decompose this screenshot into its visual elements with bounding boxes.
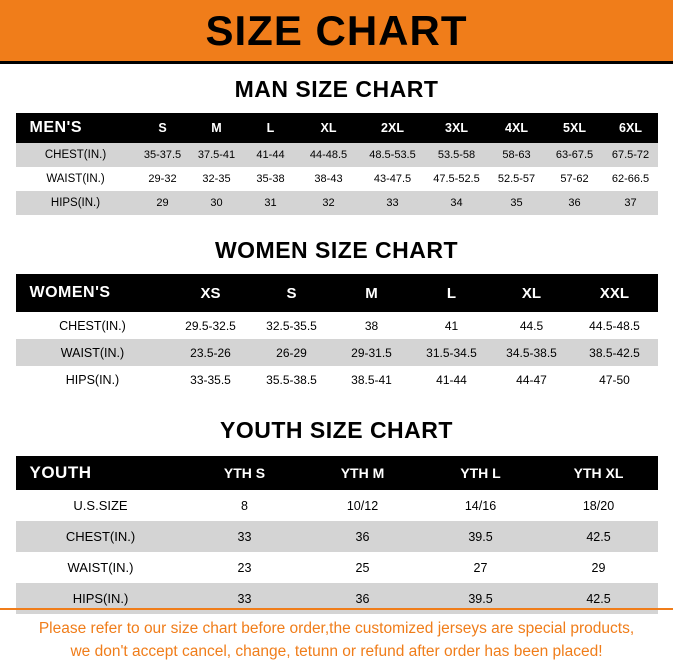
youth-col-header: YTH XL (573, 465, 624, 481)
man-table-body (16, 143, 658, 215)
man-header-row (16, 113, 658, 143)
youth-header-row (16, 456, 658, 490)
man-row-label: WAIST(IN.) (46, 173, 105, 185)
table-row (16, 339, 658, 366)
youth-size-table (16, 456, 658, 614)
women-col-header: S (286, 284, 297, 302)
man-cell: 35-38 (256, 173, 285, 185)
women-cell: 38.5-41 (351, 372, 392, 387)
women-cell: 31.5-34.5 (426, 345, 477, 360)
women-table-body (16, 312, 658, 393)
youth-cell: 8 (241, 498, 248, 513)
man-cell: 33 (386, 197, 399, 209)
man-size-table (16, 113, 658, 215)
man-col-header: 2XL (381, 121, 404, 135)
man-col-header: M (211, 121, 222, 135)
women-size-table (16, 274, 658, 393)
man-col-header: XL (320, 121, 337, 135)
man-cell: 29-32 (148, 173, 177, 185)
women-cell: 38 (364, 318, 379, 333)
women-row-label: HIPS(IN.) (65, 372, 120, 387)
footer-note-line-1: Please refer to our size chart before order,the customized jerseys are special products, (38, 619, 635, 637)
women-section-title: WOMEN SIZE CHART (214, 237, 459, 263)
youth-table-head (16, 456, 658, 490)
man-row-label-header: MEN'S (29, 119, 83, 136)
man-col-header: 3XL (445, 121, 468, 135)
man-col-header: S (158, 121, 167, 135)
women-cell: 26-29 (276, 345, 307, 360)
youth-col-header: YTH S (223, 465, 266, 481)
table-row (16, 521, 658, 552)
women-col-header: XL (521, 284, 542, 302)
youth-row-label: CHEST(IN.) (65, 529, 136, 544)
women-cell: 41 (444, 318, 459, 333)
table-row (16, 366, 658, 393)
women-cell: 41-44 (436, 372, 467, 387)
man-col-header: 5XL (563, 121, 586, 135)
man-row-label: CHEST(IN.) (44, 149, 107, 161)
man-cell: 44-48.5 (309, 149, 348, 161)
page-title: SIZE CHART (205, 6, 468, 54)
man-cell: 67.5-72 (611, 149, 650, 161)
youth-cell: 39.5 (468, 591, 493, 606)
man-cell: 63-67.5 (555, 149, 594, 161)
women-cell: 44.5-48.5 (589, 318, 640, 333)
table-row (16, 191, 658, 215)
youth-row-label: WAIST(IN.) (67, 560, 134, 575)
youth-cell: 36 (355, 529, 370, 544)
man-section-title: MAN SIZE CHART (234, 76, 439, 102)
man-cell: 36 (568, 197, 581, 209)
man-cell: 31 (264, 197, 277, 209)
youth-cell: 25 (355, 560, 370, 575)
youth-cell: 27 (473, 560, 488, 575)
man-table-head (16, 113, 658, 143)
man-col-header: L (266, 121, 275, 135)
man-cell: 37 (624, 197, 637, 209)
women-col-header: XXL (599, 284, 630, 302)
youth-col-header: YTH L (460, 465, 501, 481)
man-cell: 29 (156, 197, 169, 209)
women-col-header: M (365, 284, 378, 302)
youth-cell: 23 (237, 560, 252, 575)
women-row-label: WAIST(IN.) (60, 345, 125, 360)
footer-note-line-2: we don't accept cancel, change, tetunn or refund after order has been placed! (70, 642, 603, 660)
women-cell: 38.5-42.5 (589, 345, 640, 360)
youth-cell: 39.5 (468, 529, 493, 544)
header-banner (0, 0, 673, 64)
women-cell: 44-47 (516, 372, 547, 387)
women-col-header: XS (200, 284, 221, 302)
table-row (16, 490, 658, 521)
footer-note (0, 608, 673, 664)
women-cell: 33-35.5 (190, 372, 231, 387)
women-cell: 34.5-38.5 (506, 345, 557, 360)
man-cell: 41-44 (256, 149, 285, 161)
women-header-row (16, 274, 658, 312)
man-cell: 47.5-52.5 (433, 173, 480, 185)
man-cell: 48.5-53.5 (369, 149, 416, 161)
women-cell: 23.5-26 (190, 345, 231, 360)
women-table-head (16, 274, 658, 312)
women-col-header: L (446, 284, 457, 302)
youth-row-label-header: YOUTH (29, 463, 92, 482)
women-cell: 47-50 (599, 372, 630, 387)
man-cell: 53.5-58 (437, 149, 476, 161)
table-row (16, 312, 658, 339)
youth-section-title: YOUTH SIZE CHART (220, 417, 453, 443)
women-cell: 29-31.5 (351, 345, 392, 360)
man-cell: 58-63 (502, 149, 531, 161)
table-row (16, 552, 658, 583)
man-col-header: 6XL (619, 121, 642, 135)
man-cell: 30 (210, 197, 223, 209)
women-cell: 29.5-32.5 (185, 318, 236, 333)
youth-row-label: U.S.SIZE (73, 498, 128, 513)
man-cell: 32-35 (202, 173, 231, 185)
youth-cell: 33 (237, 529, 252, 544)
women-cell: 44.5 (519, 318, 544, 333)
man-cell: 52.5-57 (497, 173, 536, 185)
women-row-label-header: WOMEN'S (29, 284, 111, 301)
man-cell: 34 (450, 197, 463, 209)
table-row (16, 143, 658, 167)
youth-cell: 33 (237, 591, 252, 606)
youth-table-body (16, 490, 658, 614)
man-row-label: HIPS(IN.) (50, 197, 101, 209)
women-cell: 32.5-35.5 (266, 318, 317, 333)
man-cell: 35 (510, 197, 523, 209)
youth-cell: 14/16 (464, 498, 497, 513)
man-cell: 57-62 (560, 173, 589, 185)
women-cell: 35.5-38.5 (266, 372, 317, 387)
man-cell: 38-43 (314, 173, 343, 185)
youth-cell: 42.5 (586, 529, 611, 544)
man-cell: 35-37.5 (143, 149, 182, 161)
youth-cell: 42.5 (586, 591, 611, 606)
youth-col-header: YTH M (340, 465, 385, 481)
women-row-label: CHEST(IN.) (59, 318, 126, 333)
man-cell: 37.5-41 (197, 149, 236, 161)
youth-row-label: HIPS(IN.) (72, 591, 129, 606)
table-row (16, 167, 658, 191)
youth-cell: 29 (591, 560, 606, 575)
man-cell: 62-66.5 (611, 173, 650, 185)
youth-cell: 18/20 (582, 498, 615, 513)
man-cell: 32 (322, 197, 335, 209)
youth-cell: 36 (355, 591, 370, 606)
man-cell: 43-47.5 (373, 173, 412, 185)
youth-cell: 10/12 (346, 498, 379, 513)
man-col-header: 4XL (505, 121, 528, 135)
